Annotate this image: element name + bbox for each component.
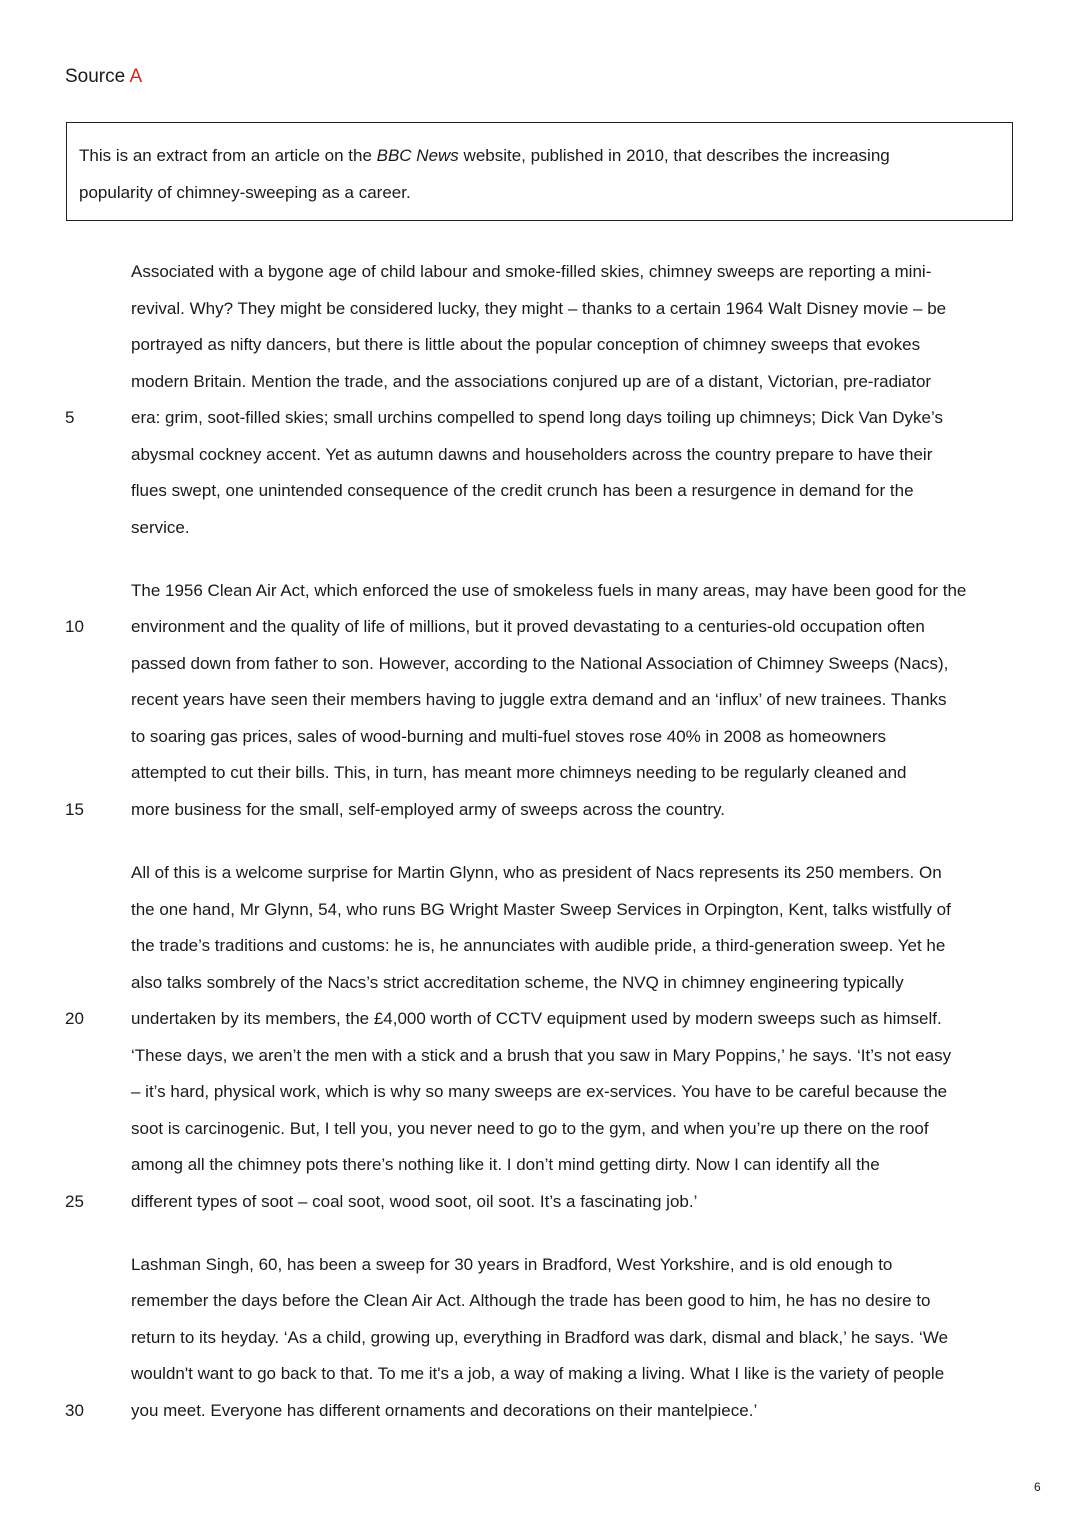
text-line: revival. Why? They might be considered lucky, they might – thanks to a certain 1964 Walt Disney movie – be	[131, 299, 947, 318]
line-number: 10	[65, 617, 84, 636]
text-line: Associated with a bygone age of child labour and smoke-filled skies, chimney sweeps are reporting a mini-	[131, 262, 932, 281]
intro-line-1: This is an extract from an article on the BBC News website, published in 2010, that describes the increasing	[79, 146, 890, 165]
text-line: you meet. Everyone has different ornaments and decorations on their mantelpiece.’	[131, 1401, 758, 1420]
text-line: environment and the quality of life of millions, but it proved devastating to a centuries-old occupation often	[131, 617, 925, 636]
text-line: to soaring gas prices, sales of wood-burning and multi-fuel stoves rose 40% in 2008 as homeowners	[131, 727, 887, 746]
text-line: soot is carcinogenic. But, I tell you, you never need to go to the gym, and when you’re up there on the roof	[131, 1119, 929, 1138]
line-number: 30	[65, 1401, 84, 1420]
text-line: wouldn't want to go back to that. To me it's a job, a way of making a living. What I like is the variety of people	[131, 1364, 945, 1383]
text-line: Lashman Singh, 60, has been a sweep for 30 years in Bradford, West Yorkshire, and is old enough to	[131, 1255, 893, 1274]
text-line: among all the chimney pots there’s nothing like it. I don’t mind getting dirty. Now I can identify all the	[131, 1155, 880, 1174]
text-line: recent years have seen their members having to juggle extra demand and an ‘influx’ of new trainees. Thanks	[131, 690, 947, 709]
text-line: passed down from father to son. However, according to the National Association of Chimney Sweeps (Nacs),	[131, 654, 949, 673]
text-line: different types of soot – coal soot, wood soot, oil soot. It’s a fascinating job.’	[131, 1192, 698, 1211]
text-line: modern Britain. Mention the trade, and the associations conjured up are of a distant, Victorian, pre-radiator	[131, 372, 932, 391]
text-line: the one hand, Mr Glynn, 54, who runs BG Wright Master Sweep Services in Orpington, Kent, talks wistfully of	[131, 900, 951, 919]
text-line: attempted to cut their bills. This, in turn, has meant more chimneys needing to be regularly cleaned and	[131, 763, 907, 782]
line-number: 5	[65, 408, 75, 427]
text-line: return to its heyday. ‘As a child, growing up, everything in Bradford was dark, dismal and black,’ he says. ‘We	[131, 1328, 949, 1347]
text-line: remember the days before the Clean Air Act. Although the trade has been good to him, he has no desire to	[131, 1291, 931, 1310]
text-line: portrayed as nifty dancers, but there is little about the popular conception of chimney sweeps that evokes	[131, 335, 921, 354]
source-title: Source A	[65, 66, 143, 87]
text-line: abysmal cockney accent. Yet as autumn dawns and householders across the country prepare to have their	[131, 445, 933, 464]
text-line: also talks sombrely of the Nacs’s strict accreditation scheme, the NVQ in chimney engineering typically	[131, 973, 904, 992]
text-line: The 1956 Clean Air Act, which enforced the use of smokeless fuels in many areas, may have been good for the	[131, 581, 967, 600]
text-line: undertaken by its members, the £4,000 worth of CCTV equipment used by modern sweeps such as himself.	[131, 1009, 942, 1028]
line-number: 15	[65, 800, 84, 819]
intro-line-2: popularity of chimney-sweeping as a career.	[79, 182, 411, 202]
text-line: era: grim, soot-filled skies; small urchins compelled to spend long days toiling up chimneys; Dick Van Dyke’s	[131, 408, 943, 427]
text-line: service.	[131, 518, 190, 537]
text-line: All of this is a welcome surprise for Martin Glynn, who as president of Nacs represents its 250 members. On	[131, 863, 942, 882]
text-line: the trade’s traditions and customs: he is, he annunciates with audible pride, a third-generation sweep. Yet he	[131, 936, 946, 955]
line-number: 25	[65, 1192, 84, 1211]
line-number: 20	[65, 1009, 84, 1028]
page-number: 6	[1034, 1480, 1041, 1494]
text-line: more business for the small, self-employed army of sweeps across the country.	[131, 800, 725, 819]
source-name: BBC News	[376, 146, 459, 165]
text-line: flues swept, one unintended consequence of the credit crunch has been a resurgence in demand for the	[131, 481, 914, 500]
text-line: ‘These days, we aren’t the men with a stick and a brush that you saw in Mary Poppins,’ he says. ‘It’s not easy	[131, 1046, 952, 1065]
text-line: – it’s hard, physical work, which is why so many sweeps are ex-services. You have to be careful because the	[131, 1082, 948, 1101]
intro-box	[66, 122, 1013, 221]
source-letter: A	[129, 66, 143, 87]
